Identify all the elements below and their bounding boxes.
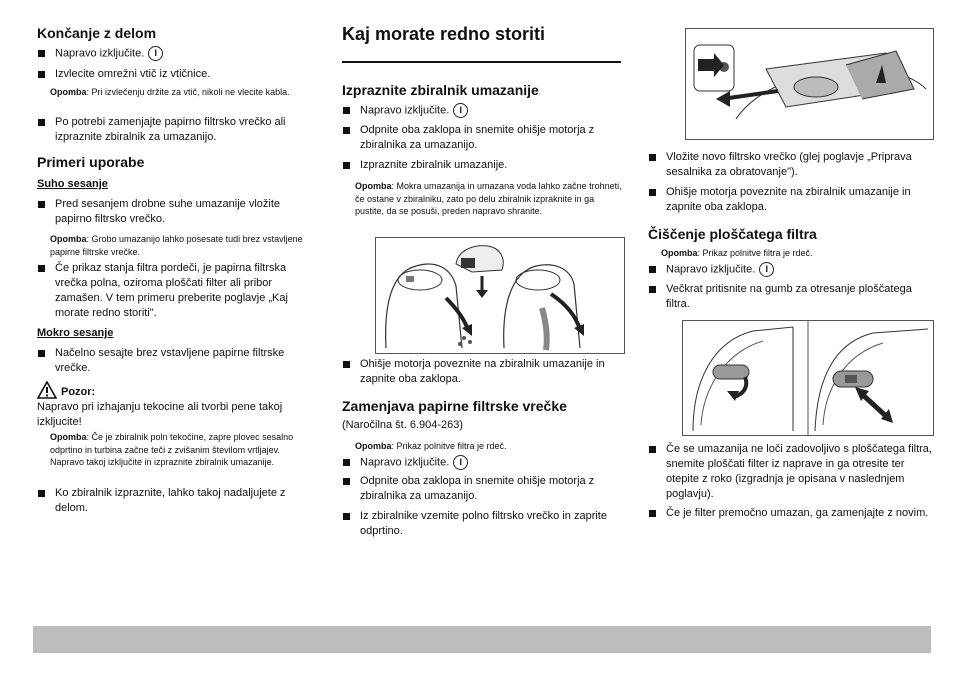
bullet-pritisnite: Večkrat pritisnite na gumb za otresanje ploščatega filtra. [648, 282, 932, 312]
bullet-zamenjajte: Če je filter premočno umazan, ga zamenjajte z novim. [648, 506, 932, 521]
heading-ciscenje: Čiščenje ploščatega filtra [648, 226, 817, 242]
bullet-izpraznite: Izpraznite zbiralnik umazanije. [342, 158, 622, 173]
note-vtic: Opomba: Pri izvlečenju držite za vtič, nikoli ne vlecite kabla. [50, 87, 290, 97]
bullet-izkljucite: Napravo izključite. I [648, 262, 774, 277]
bullet-izkljucite: Napravo izključite. I [37, 46, 163, 61]
note-mokra: Opomba: Mokra umazanija in umazana voda lahko začne trohneti, če ostane v zbiralniku, zato po delu zbiralnik izpraknite in ga pustite, da se posuši, preden napravo shranite. [355, 181, 622, 216]
note-prikaz: Opomba: Prikaz polnitve filtra je rdeč. [355, 441, 507, 451]
figure-flat-filter [682, 320, 934, 436]
bullet-izkljucite: Napravo izključite. I [342, 103, 468, 118]
bullet-prikaz: Če prikaz stanja filtra pordeči, je papirna filtrska vrečka polna, oziroma ploščati filter ali pribor zamašen. V tem primeru preberite poglavje „Kaj morate redno storiti". [37, 261, 314, 321]
pozor-text: Napravo pri izhajanju tekocine ali tvorbi pene takoj izkljucite! [37, 401, 283, 428]
heading-izpraznite: Izpraznite zbiralnik umazanije [342, 82, 539, 98]
bullet-zamenjajte: Po potrebi zamenjajte papirno filtrsko vrečko ali izpraznite zbiralnik za umazanijo. [37, 115, 314, 145]
bullet-vlozite: Vložite novo filtrsko vrečko (glej poglavje „Priprava sesalnika za obratovanje"). [648, 150, 932, 180]
bullet-vzemite: Iz zbiralnike vzemite polno filtrsko vrečko in zaprite odprtino. [342, 509, 622, 539]
bullet-suho: Pred sesanjem drobne suhe umazanije vložite papirno filtrsko vrečko. [37, 197, 314, 227]
bullet-nadaljujete: Ko zbiralnik izpraznite, lahko takoj nadaljujete z delom. [37, 486, 314, 516]
power-off-icon: I [759, 262, 774, 277]
title-rule [342, 61, 621, 63]
power-off-icon: I [453, 455, 468, 470]
figure-empty-container [375, 237, 625, 354]
bullet-odpnite: Odpnite oba zaklopa in snemite ohišje motorja z zbiralnika za umazanijo. [342, 123, 622, 153]
figure-filter-bag [685, 28, 934, 140]
warning-triangle-icon [37, 381, 57, 399]
bullet-odpnite-2: Odpnite oba zaklopa in snemite ohišje motorja z zbiralnika za umazanijo. [342, 474, 622, 504]
heading-zamenjava: Zamenjava papirne filtrske vrečke [342, 398, 567, 414]
bullet-mokro: Načelno sesajte brez vstavljene papirne filtrske vrečke. [37, 346, 314, 376]
bullet-povesnite: Ohišje motorja poveznite na zbiralnik umazanije in zapnite oba zaklopa. [342, 357, 622, 387]
subheading-suho: Suho sesanje [37, 178, 108, 190]
note-plovec: Opomba: Če je zbiralnik poln tekočine, zapre plovec sesalno odprtino in turbina začne teči z zvišanim številom vrtljajev. Napravo takoj izključite in izpraznite zbiralnik umazanije. [50, 432, 294, 467]
bullet-otresite: Če se umazanija ne loči zadovoljivo s ploščatega filtra, snemite ploščati filter iz naprave in ga otresite ter otepite z roko (izgradnja je opisana v naslednjem poglavju). [648, 442, 932, 502]
heading-koncanje: Končanje z delom [37, 25, 157, 41]
note-prikaz: Opomba: Prikaz polnitve filtra je rdeč. [661, 248, 813, 258]
bullet-povesnite: Ohišje motorja poveznite na zbiralnik umazanije in zapnite oba zaklopa. [648, 185, 932, 215]
heading-primeri: Primeri uporabe [37, 154, 145, 170]
page-title: Kaj morate redno storiti [342, 24, 546, 44]
bullet-vtic: Izvlecite omrežni vtič iz vtičnice. [37, 67, 314, 82]
subheading-mokro: Mokro sesanje [37, 327, 114, 339]
bullet-izkljucite-2: Napravo izključite. I [342, 455, 468, 470]
note-grobo: Opomba: Grobo umazanijo lahko posesate tudi brez vstavljene papirne filtrske vrečke. [50, 234, 303, 257]
footer-bar [33, 626, 931, 653]
power-off-icon: I [453, 103, 468, 118]
power-off-icon: I [148, 46, 163, 61]
pozor-label: Pozor: [61, 386, 96, 398]
order-number: (Naročilna št. 6.904-263) [342, 419, 464, 431]
